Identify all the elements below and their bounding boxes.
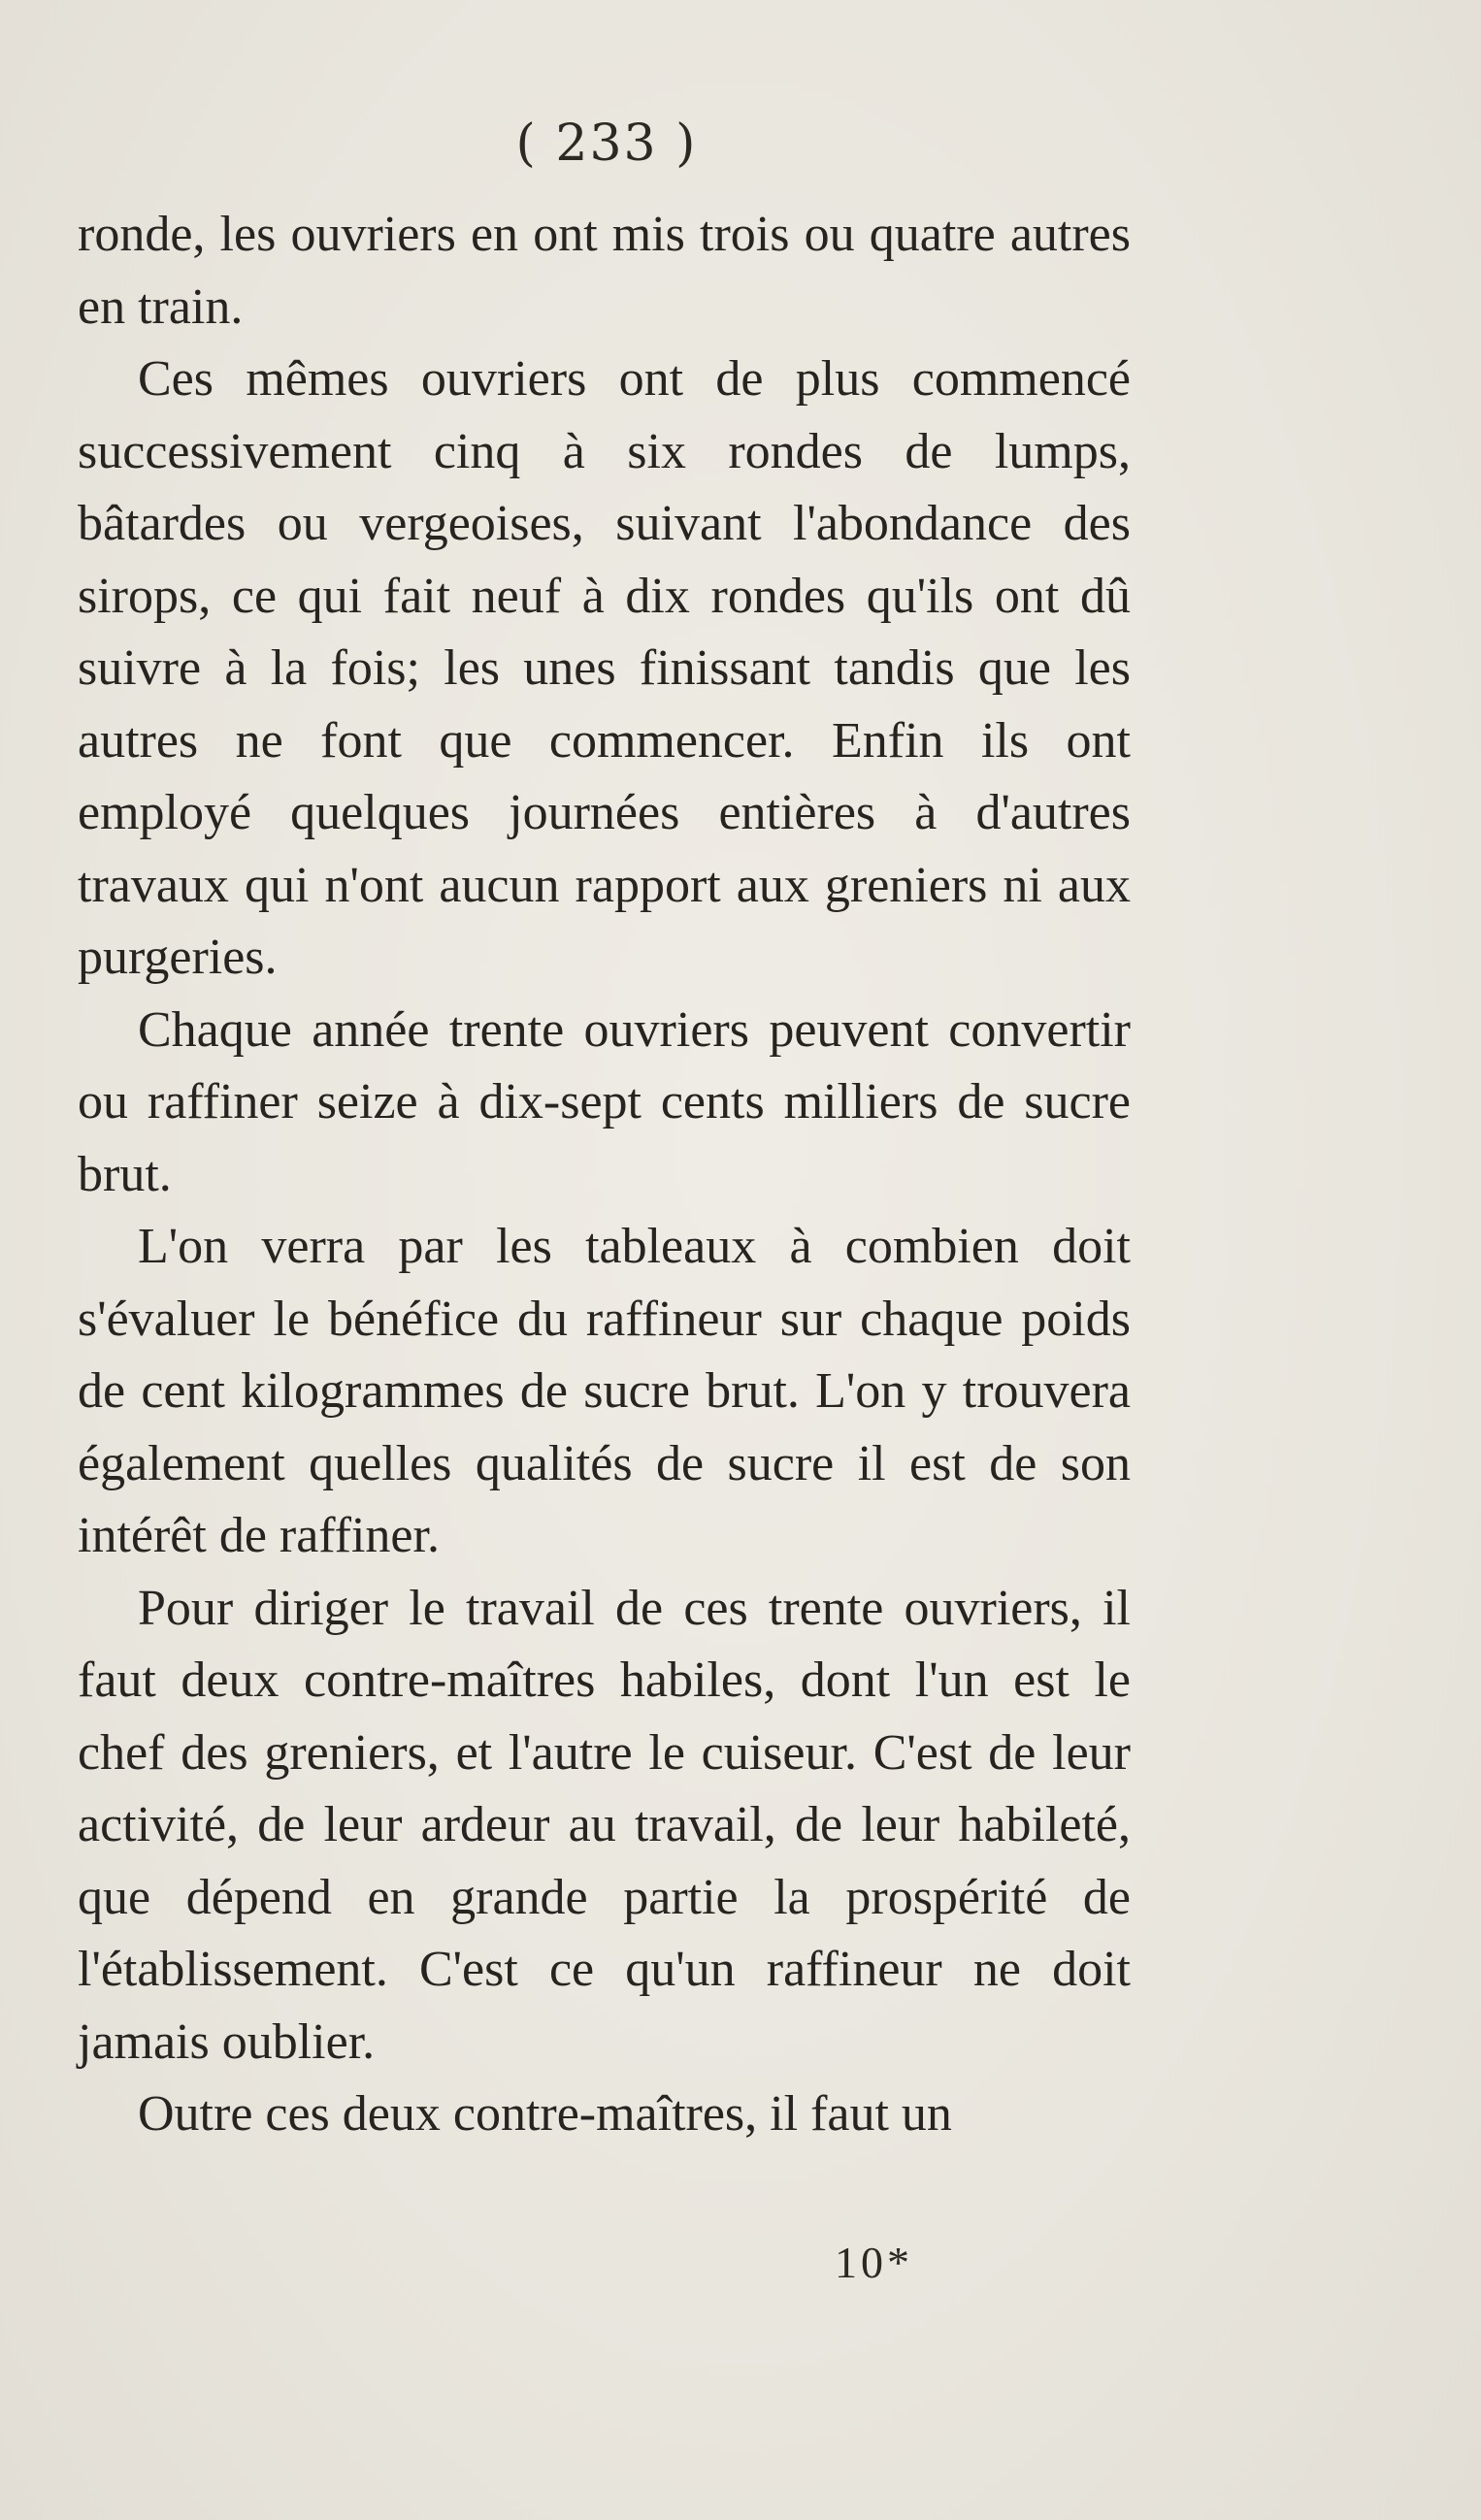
page-number: ( 233 ) <box>515 115 698 173</box>
signature-mark: 10* <box>835 2238 913 2287</box>
paragraph-6: Outre ces deux contre-maîtres, il faut un <box>138 2086 952 2142</box>
body-text <box>78 199 1131 2151</box>
paragraph-3: Chaque année trente ouvriers peuvent convertir ou raffiner seize à dix-sept cents milliers de sucre brut. <box>78 1001 1131 1202</box>
paragraph-1: ronde, les ouvriers en ont mis trois ou quatre autres en train. <box>78 207 1131 335</box>
paragraph-5: Pour diriger le travail de ces trente ouvriers, il faut deux contre-maîtres habiles, dont l'un est le chef des greniers, et l'autre le cuiseur. C'est de leur activité, de leur ardeur au travail, de leur habileté, que dépend en grande partie la prospérité de l'établissement. C'est ce qu'un raffineur ne doit jamais oublier. <box>78 1580 1131 2070</box>
paragraph-2: Ces mêmes ouvriers ont de plus commencé successivement cinq à six rondes de lumps, bâtardes ou vergeoises, suivant l'abondance des sirops, ce qui fait neuf à dix rondes qu'ils ont dû suivre à la fois; les unes finissant tandis que les autres ne font que commencer. Enfin ils ont employé quelques journées entières à d'autres travaux qui n'ont aucun rapport aux greniers ni aux purgeries. <box>78 351 1131 985</box>
paragraph-4: L'on verra par les tableaux à combien doit s'évaluer le bénéfice du raffineur sur chaque poids de cent kilogrammes de sucre brut. L'on y trouvera également quelles qualités de sucre il est de son intérêt de raffiner. <box>78 1219 1131 1563</box>
